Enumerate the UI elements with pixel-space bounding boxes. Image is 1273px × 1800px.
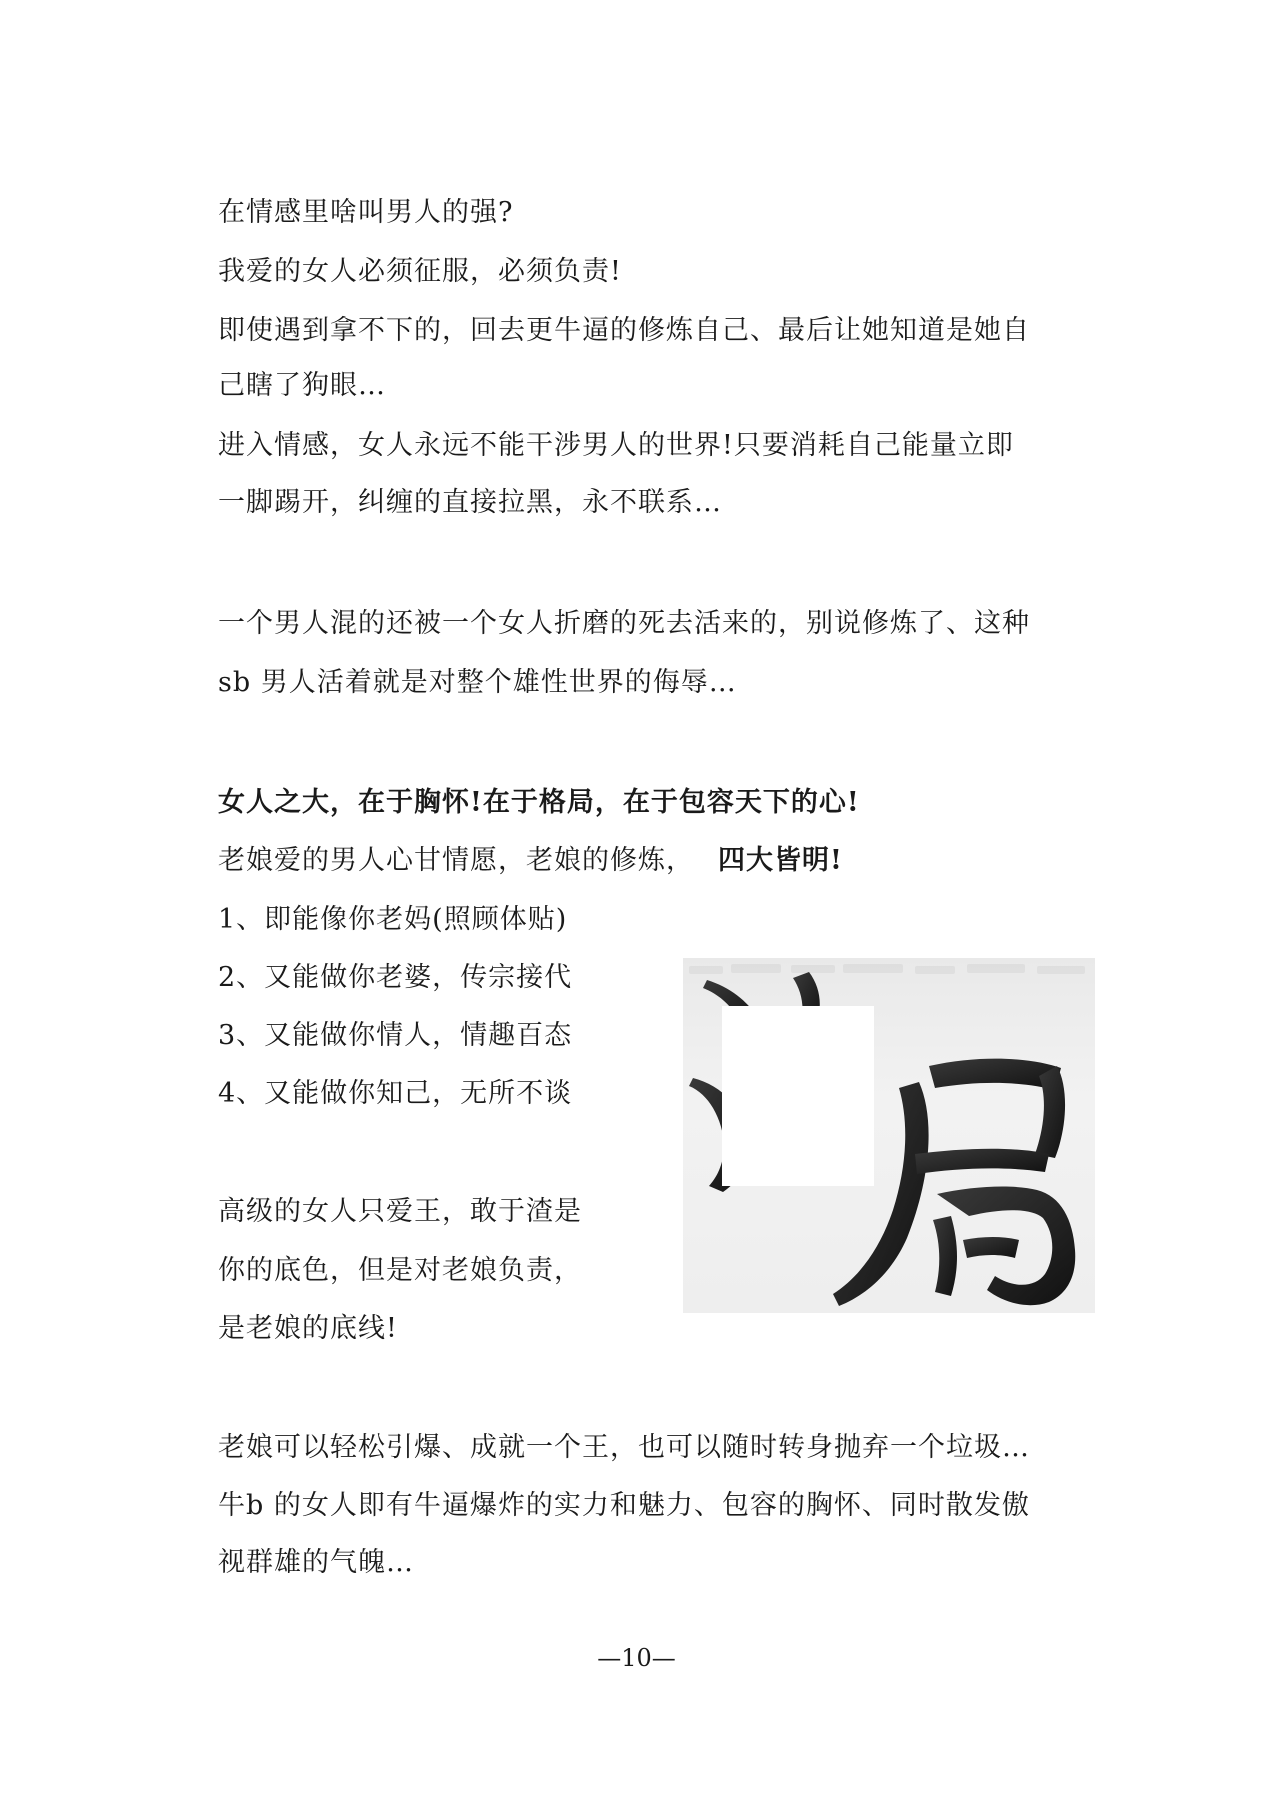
list-item: 1、即能像你老妈(照顾体贴) — [218, 904, 568, 935]
text-line — [218, 843, 843, 879]
text-line: 即使遇到拿不下的，回去更牛逼的修炼自己、最后让她知道是她自 — [218, 315, 1030, 346]
text-line: 一个男人混的还被一个女人折磨的死去活来的，别说修炼了、这种 — [218, 608, 1030, 639]
bold-heading-line: 女人之大，在于胸怀!在于格局，在于包容天下的心! — [218, 787, 860, 818]
text-line: 视群雄的气魄… — [218, 1547, 414, 1578]
white-mask-box — [722, 1006, 874, 1186]
bold-text-segment: 四大皆明! — [718, 845, 843, 876]
text-segment: 老娘爱的男人心甘情愿，老娘的修炼， — [218, 845, 694, 876]
text-line: 是老娘的底线! — [218, 1313, 398, 1344]
list-item: 4、又能做你知己，无所不谈 — [218, 1078, 573, 1109]
text-line: 一脚踢开，纠缠的直接拉黑，永不联系… — [218, 487, 722, 518]
calligraphy-image — [683, 958, 1095, 1313]
text-line: 牛b 的女人即有牛逼爆炸的实力和魅力、包容的胸怀、同时散发傲 — [218, 1490, 1030, 1521]
list-item: 2、又能做你老婆，传宗接代 — [218, 962, 573, 993]
text-line: 你的底色，但是对老娘负责， — [218, 1255, 582, 1286]
text-line: sb 男人活着就是对整个雄性世界的侮辱… — [218, 667, 737, 698]
text-line: 进入情感，女人永远不能干涉男人的世界!只要消耗自己能量立即 — [218, 430, 1014, 461]
text-line: 老娘可以轻松引爆、成就一个王，也可以随时转身抛弃一个垃圾… — [218, 1432, 1030, 1463]
text-line: 高级的女人只爱王，敢于渣是 — [218, 1196, 582, 1227]
text-line: 我爱的女人必须征服，必须负责! — [218, 256, 622, 287]
text-line: 己瞎了狗眼… — [218, 370, 386, 401]
page-number: —10— — [597, 1644, 676, 1672]
text-line: 在情感里啥叫男人的强? — [218, 197, 514, 228]
list-item: 3、又能做你情人，情趣百态 — [218, 1020, 573, 1051]
